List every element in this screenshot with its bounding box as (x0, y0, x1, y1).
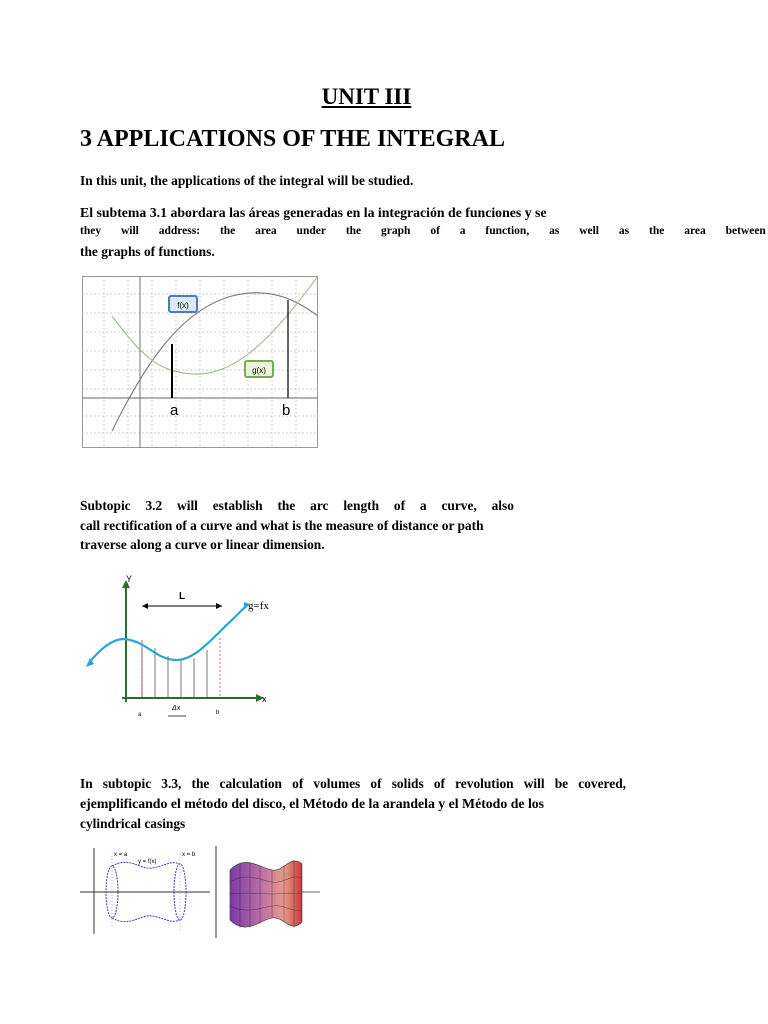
b-label: b (282, 402, 291, 419)
word: will (120, 225, 139, 237)
word: covered, (578, 776, 626, 791)
word: as (618, 225, 630, 237)
x-equals-a-label: x = a (114, 852, 128, 858)
word: calculation (219, 776, 282, 791)
word: of (433, 776, 445, 791)
delta-x-label: Δx (172, 705, 181, 712)
word: 3.2 (145, 498, 163, 513)
subtopic-3-1-line1: El subtema 3.1 abordara las áreas generadas en la integración de funciones y se (80, 205, 547, 220)
y-axis-label: Y (126, 574, 133, 584)
function-label: g=fx (248, 600, 269, 612)
word: area (255, 225, 277, 237)
word: the (648, 225, 665, 237)
word: revolution (455, 776, 514, 791)
solid-revolution-figure (80, 844, 330, 938)
word: In (80, 776, 93, 791)
b-label: b (216, 710, 220, 716)
word: the (191, 776, 210, 791)
word: of (430, 225, 440, 237)
word: will (177, 498, 198, 513)
a-label: a (138, 712, 142, 718)
word: will (523, 776, 545, 791)
subtopic-3-1-line3: the graphs of functions. (80, 244, 215, 259)
word: address: (158, 225, 201, 237)
word: they (80, 225, 102, 237)
subtopic-3-2-line3: traverse along a curve or linear dimension. (80, 537, 325, 552)
word: Subtopic (80, 498, 131, 513)
subtopic-3-3-line3: cylindrical casings (80, 816, 186, 831)
x-equals-b-label: x = b (182, 852, 196, 858)
word: curve, (441, 498, 477, 513)
word: a (419, 498, 427, 513)
x-axis-label: x (262, 694, 267, 704)
word: length (343, 498, 380, 513)
subtopic-3-1-line2 (80, 225, 766, 237)
word: of (393, 498, 406, 513)
intro-paragraph: In this unit, the applications of the integral will be studied. (80, 173, 414, 188)
word: the (277, 498, 296, 513)
f-label: f(x) (177, 301, 189, 310)
a-label: a (170, 402, 179, 419)
word: subtopic (102, 776, 152, 791)
area-between-curves-figure (82, 276, 318, 448)
word: be (554, 776, 569, 791)
word: also (491, 498, 514, 513)
word: graph (381, 225, 411, 237)
subtopic-3-2-line2: call rectification of a curve and what is the measure of distance or path (80, 518, 484, 533)
word: area (684, 225, 706, 237)
word: under (296, 225, 326, 237)
word: establish (212, 498, 263, 513)
word: function, (485, 225, 530, 237)
subtopic-3-3-line1 (80, 776, 626, 792)
word: solids (391, 776, 424, 791)
word: well (579, 225, 599, 237)
arc-length-figure (82, 572, 282, 722)
unit-heading: UNIT III (321, 84, 412, 109)
y-equals-fx-label: y = f(x) (138, 859, 157, 865)
word: of (292, 776, 304, 791)
word: the (345, 225, 362, 237)
length-label: L (179, 591, 186, 602)
page-title: 3 APPLICATIONS OF THE INTEGRAL (80, 126, 505, 152)
word: between (725, 225, 766, 237)
word: of (370, 776, 382, 791)
word: 3.3, (161, 776, 182, 791)
word: the (219, 225, 236, 237)
word: arc (310, 498, 329, 513)
word: a (459, 225, 466, 237)
g-label: g(x) (252, 366, 266, 375)
word: volumes (313, 776, 361, 791)
subtopic-3-2-line1 (80, 498, 514, 514)
word: as (549, 225, 560, 237)
subtopic-3-3-line2: ejemplificando el método del disco, el Método de la arandela y el Método de los (80, 796, 545, 811)
